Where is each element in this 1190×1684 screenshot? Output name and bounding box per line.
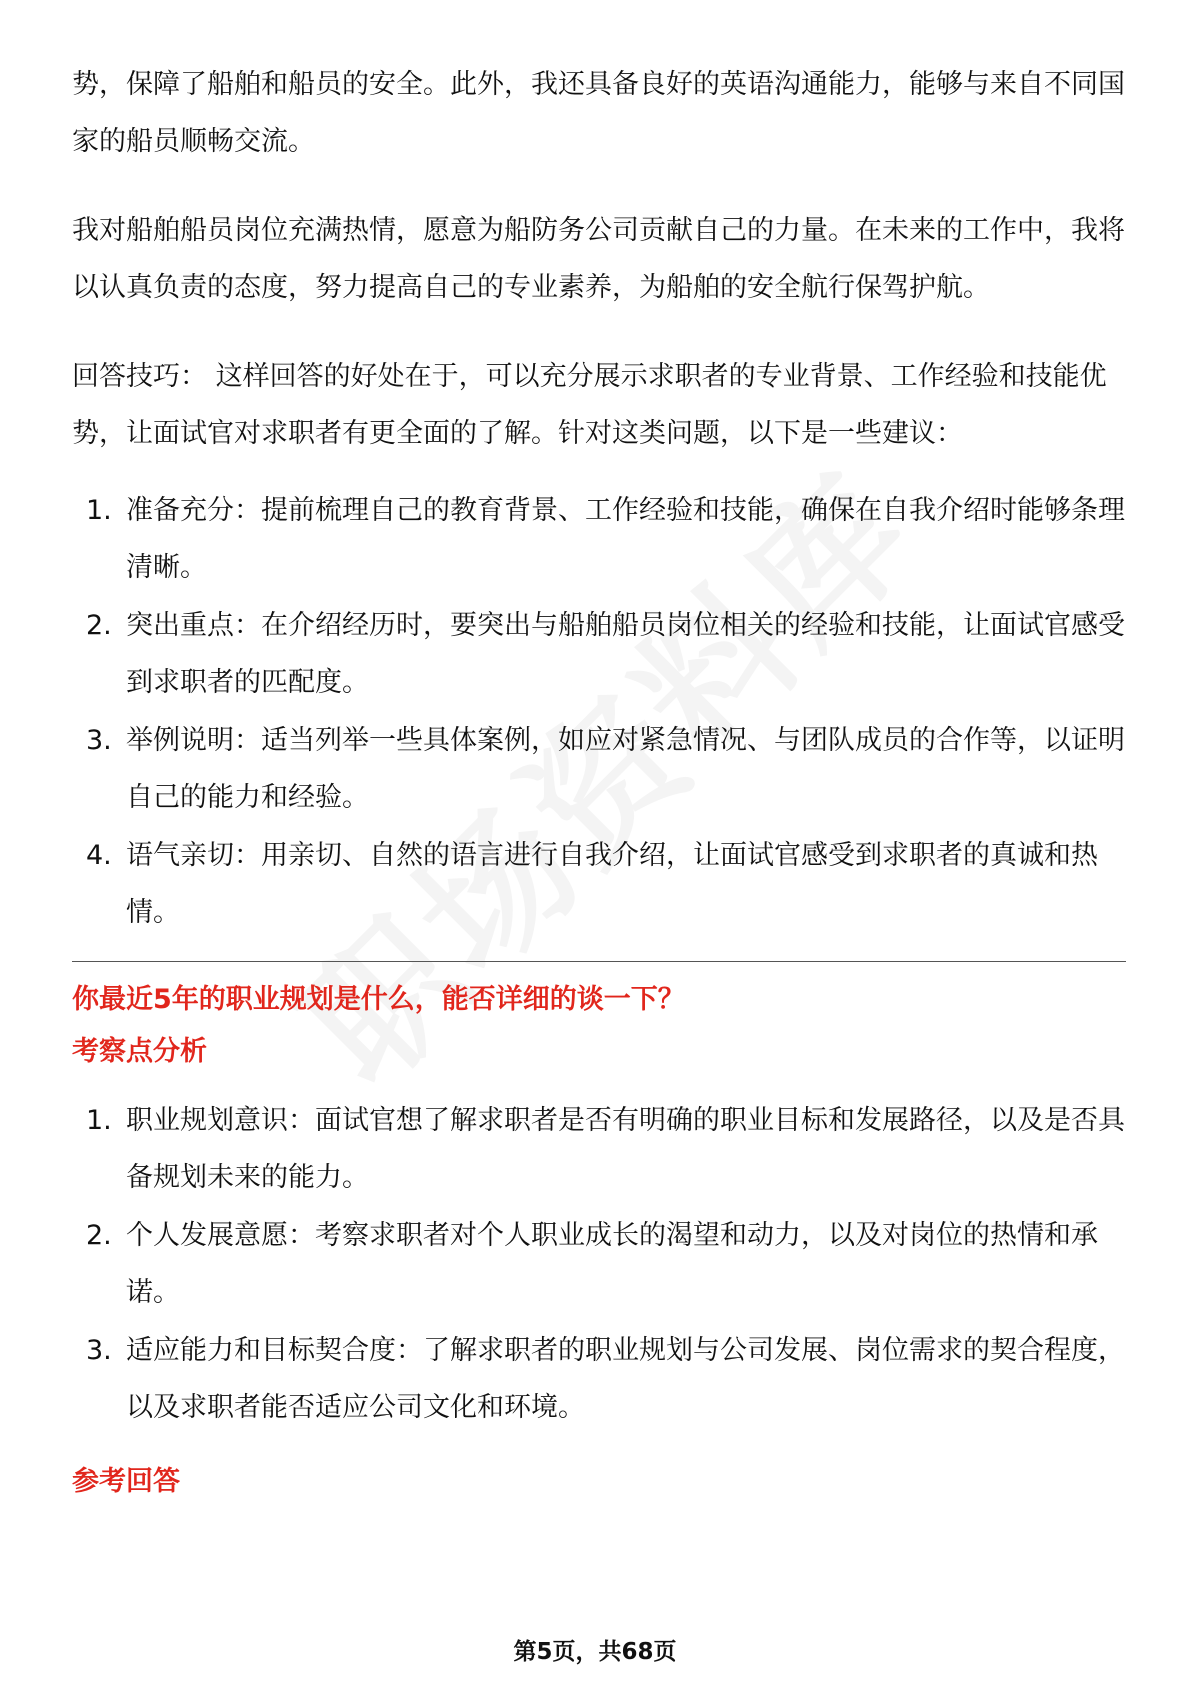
answer-heading: 参考回答 [72, 1466, 180, 1497]
list-item [72, 827, 1126, 941]
list-item [72, 597, 1126, 711]
question-title: 你最近5年的职业规划是什么，能否详细的谈一下？ [72, 984, 685, 1015]
list-item [72, 482, 1126, 596]
list-item [72, 1322, 1126, 1436]
list-item [72, 1207, 1126, 1321]
page-number: 第5页，共68页 [513, 1639, 677, 1665]
list-number: 2. [86, 610, 112, 641]
list-item-text: 职业规划意识：面试官想了解求职者是否有明确的职业目标和发展路径，以及是否具备规划未来的能力。 [126, 1105, 1125, 1193]
list-item-text: 突出重点：在介绍经历时，要突出与船舶船员岗位相关的经验和技能，让面试官感受到求职者的匹配度。 [126, 610, 1125, 698]
list-item [72, 712, 1126, 826]
list-number: 1. [86, 495, 112, 526]
list-item-text: 个人发展意愿：考察求职者对个人职业成长的渴望和动力，以及对岗位的热情和承诺。 [126, 1220, 1098, 1308]
section-divider [72, 961, 1126, 962]
paragraph: 势，保障了船舶和船员的安全。此外，我还具备良好的英语沟通能力，能够与来自不同国家的船员顺畅交流。 [72, 69, 1125, 157]
analysis-heading: 考察点分析 [72, 1036, 207, 1067]
list-item-text: 举例说明：适当列举一些具体案例，如应对紧急情况、与团队成员的合作等，以证明自己的能力和经验。 [126, 725, 1125, 813]
list-item-text: 适应能力和目标契合度：了解求职者的职业规划与公司发展、岗位需求的契合程度，以及求职者能否适应公司文化和环境。 [126, 1335, 1125, 1423]
paragraph: 我对船舶船员岗位充满热情，愿意为船防务公司贡献自己的力量。在未来的工作中，我将以认真负责的态度，努力提高自己的专业素养，为船舶的安全航行保驾护航。 [72, 215, 1125, 303]
list-number: 3. [86, 725, 112, 756]
list-number: 4. [86, 840, 112, 871]
list-item-text: 语气亲切：用亲切、自然的语言进行自我介绍，让面试官感受到求职者的真诚和热情。 [126, 840, 1098, 928]
document-page [72, 56, 1126, 1508]
list-item-text: 准备充分：提前梳理自己的教育背景、工作经验和技能，确保在自我介绍时能够条理清晰。 [126, 495, 1125, 583]
analysis-list [72, 1092, 1126, 1436]
tips-list [72, 482, 1126, 941]
list-number: 2. [86, 1220, 112, 1251]
list-number: 3. [86, 1335, 112, 1366]
answer-tips-intro: 回答技巧： 这样回答的好处在于，可以充分展示求职者的专业背景、工作经验和技能优势，让面试官对求职者有更全面的了解。针对这类问题，以下是一些建议： [72, 361, 1107, 449]
list-item [72, 1092, 1126, 1206]
list-number: 1. [86, 1105, 112, 1136]
